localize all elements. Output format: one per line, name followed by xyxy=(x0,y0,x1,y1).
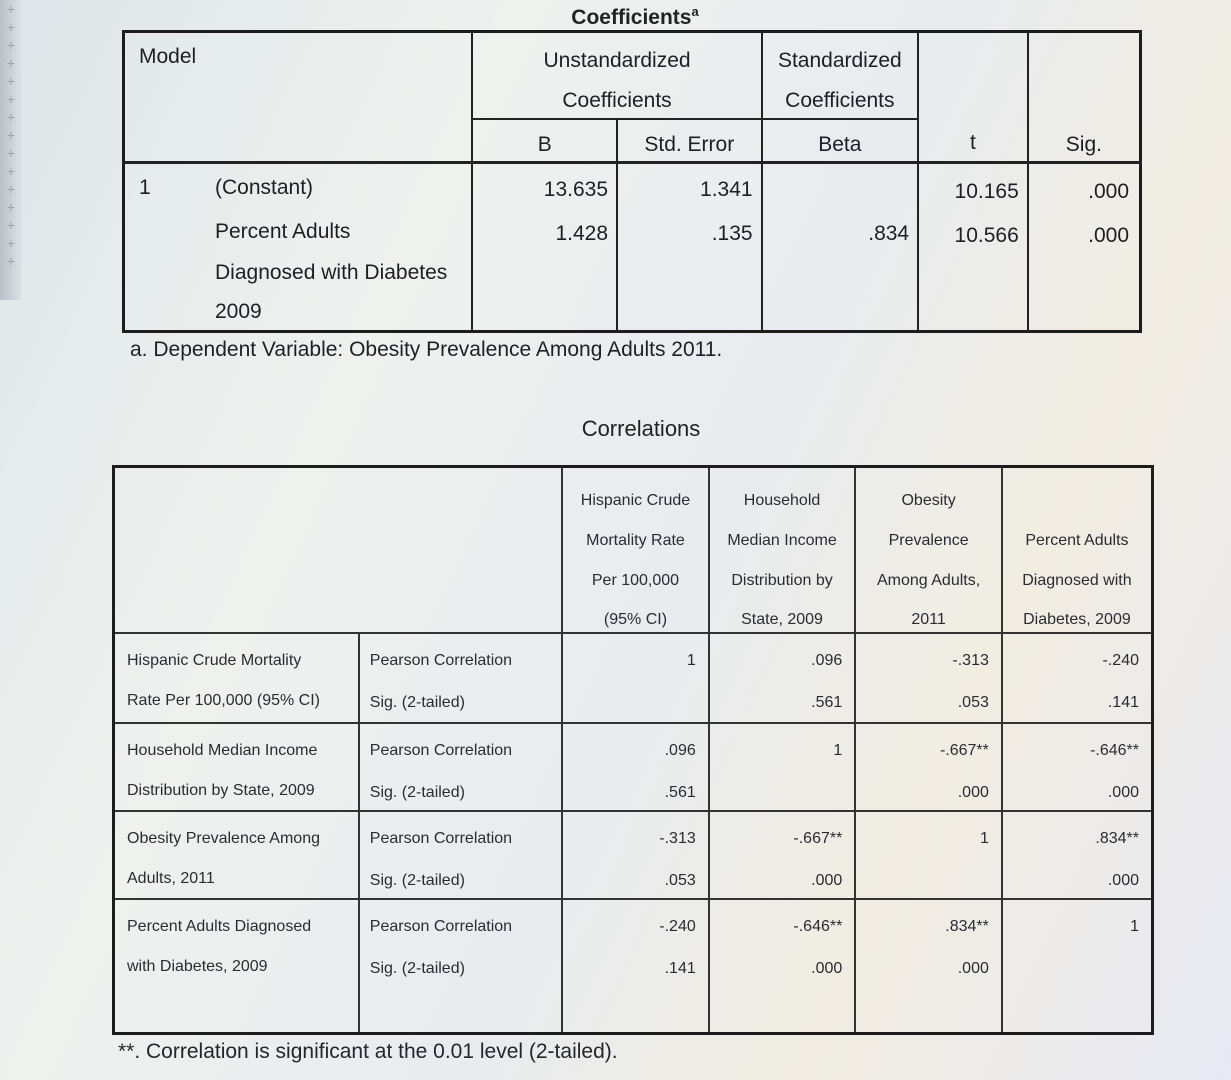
predictor-label-3: 2009 xyxy=(215,300,262,323)
sig-header: Sig. xyxy=(1065,133,1102,156)
row-variable-name: with Diabetes, 2009 xyxy=(127,958,268,975)
col-header-line: Diagnosed with xyxy=(1022,572,1132,589)
sig-label: Sig. (2-tailed) xyxy=(369,960,465,977)
pearson-value: -.646** xyxy=(1090,742,1139,759)
sig-value: .053 xyxy=(957,694,989,711)
pearson-value: 1 xyxy=(1130,918,1139,935)
sig-label: Sig. (2-tailed) xyxy=(369,694,465,711)
sig-value: .000 xyxy=(811,872,843,889)
pearson-value: -.667** xyxy=(793,830,843,847)
coefficients-title: Coefficients$^a$ xyxy=(571,4,699,29)
pearson-label: Pearson Correlation xyxy=(369,830,513,847)
pearson-value: -.313 xyxy=(659,830,696,847)
col-header-line: Median Income xyxy=(727,532,837,549)
col-header-line: (95% CI) xyxy=(603,611,668,628)
col-header-line: Per 100,000 xyxy=(591,572,680,589)
sig-value: .000 xyxy=(811,960,843,977)
t-header: t xyxy=(970,131,976,154)
pearson-value: -.646** xyxy=(793,918,843,935)
row-variable-name: Percent Adults Diagnosed xyxy=(127,918,312,935)
sig-value: .000 xyxy=(957,960,989,977)
correlation-row xyxy=(114,633,1153,723)
pearson-value: 1 xyxy=(833,742,843,759)
col-header-line: Obesity xyxy=(901,492,956,509)
row-variable-name: Distribution by State, 2009 xyxy=(127,782,315,799)
col-header-line: Distribution by xyxy=(731,572,833,589)
row-variable-name: Hispanic Crude Mortality xyxy=(127,652,302,669)
pearson-label: Pearson Correlation xyxy=(369,652,513,669)
model-number: 1 xyxy=(139,176,151,199)
std-header: Standardized xyxy=(777,49,902,72)
col-header-line: Mortality Rate xyxy=(586,532,685,549)
unstd-header: Unstandardized xyxy=(543,49,691,72)
pearson-label: Pearson Correlation xyxy=(369,742,513,759)
constant-b: 13.635 xyxy=(543,178,609,201)
pearson-value: .096 xyxy=(811,652,843,669)
std-header-2: Coefficients xyxy=(785,89,895,112)
pearson-value: .834** xyxy=(1095,830,1139,847)
sig-value: .000 xyxy=(1107,784,1139,801)
model-header: Model xyxy=(139,45,197,68)
col-header-line: Among Adults, xyxy=(877,572,981,589)
sig-value: .561 xyxy=(811,694,843,711)
col-header-diabetes xyxy=(1003,468,1151,632)
sig-value: .141 xyxy=(664,960,696,977)
pearson-value: -.313 xyxy=(952,652,989,669)
left-edge-strip: + + + + + + + + + + + + + + + xyxy=(0,0,22,300)
coefficients-table xyxy=(122,30,1142,333)
sig-value: .141 xyxy=(1107,694,1139,711)
pearson-label: Pearson Correlation xyxy=(369,918,513,935)
model-row-labels xyxy=(125,164,471,330)
col-header-line: Hispanic Crude xyxy=(580,492,691,509)
col-header-line: 2011 xyxy=(911,611,946,628)
constant-t: 10.165 xyxy=(954,180,1019,203)
col-header-hispanic xyxy=(563,468,708,632)
sig-value: .053 xyxy=(664,872,696,889)
constant-se: 1.341 xyxy=(700,178,753,201)
std-error-header: Std. Error xyxy=(644,133,735,156)
predictor-label-2: Diagnosed with Diabetes xyxy=(215,261,448,284)
beta-header: Beta xyxy=(818,133,862,156)
sig-label: Sig. (2-tailed) xyxy=(369,872,465,889)
col-header-line: Household xyxy=(743,492,821,509)
sig-value: .561 xyxy=(664,784,696,801)
predictor-se: .135 xyxy=(711,222,753,245)
col-header-line: State, 2009 xyxy=(741,611,823,628)
sig-value: .000 xyxy=(1107,872,1139,889)
correlation-row xyxy=(114,723,1153,811)
row-variable-name: Household Median Income xyxy=(127,742,318,759)
correlations-table xyxy=(112,465,1154,1035)
pearson-value: 1 xyxy=(979,830,989,847)
col-header-household xyxy=(710,468,855,632)
col-header-line: Diabetes, 2009 xyxy=(1023,611,1131,628)
constant-label: (Constant) xyxy=(215,176,314,199)
row-variable-name: Rate Per 100,000 (95% CI) xyxy=(127,692,320,709)
correlation-row xyxy=(114,811,1153,899)
pearson-value: -.240 xyxy=(1102,652,1139,669)
pearson-value: -.667** xyxy=(939,742,989,759)
correlations-footnote: **. Correlation is significant at the 0.01 level (2-tailed). xyxy=(118,1040,618,1063)
predictor-label: Percent Adults xyxy=(215,220,351,243)
predictor-t: 10.566 xyxy=(954,224,1019,247)
col-header-obesity xyxy=(856,468,1001,632)
unstd-header-2: Coefficients xyxy=(562,89,672,112)
coefficients-footnote: a. Dependent Variable: Obesity Prevalence Among Adults 2011. xyxy=(130,338,723,361)
pearson-value: .834** xyxy=(945,918,989,935)
predictor-beta: .834 xyxy=(868,222,910,245)
predictor-b: 1.428 xyxy=(555,222,609,245)
col-header-line: Prevalence xyxy=(888,532,969,549)
pearson-value: -.240 xyxy=(659,918,696,935)
col-header-line: Percent Adults xyxy=(1025,532,1129,549)
correlations-title: Correlations xyxy=(581,416,701,441)
correlation-row xyxy=(114,899,1153,1034)
pearson-value: .096 xyxy=(664,742,696,759)
sig-label: Sig. (2-tailed) xyxy=(369,784,465,801)
row-variable-name: Obesity Prevalence Among xyxy=(127,830,320,847)
b-header: B xyxy=(537,133,552,156)
sig-value: .000 xyxy=(957,784,989,801)
predictor-sig: .000 xyxy=(1088,224,1129,247)
pearson-value: 1 xyxy=(686,652,696,669)
row-variable-name: Adults, 2011 xyxy=(127,870,215,887)
constant-sig: .000 xyxy=(1088,180,1129,203)
